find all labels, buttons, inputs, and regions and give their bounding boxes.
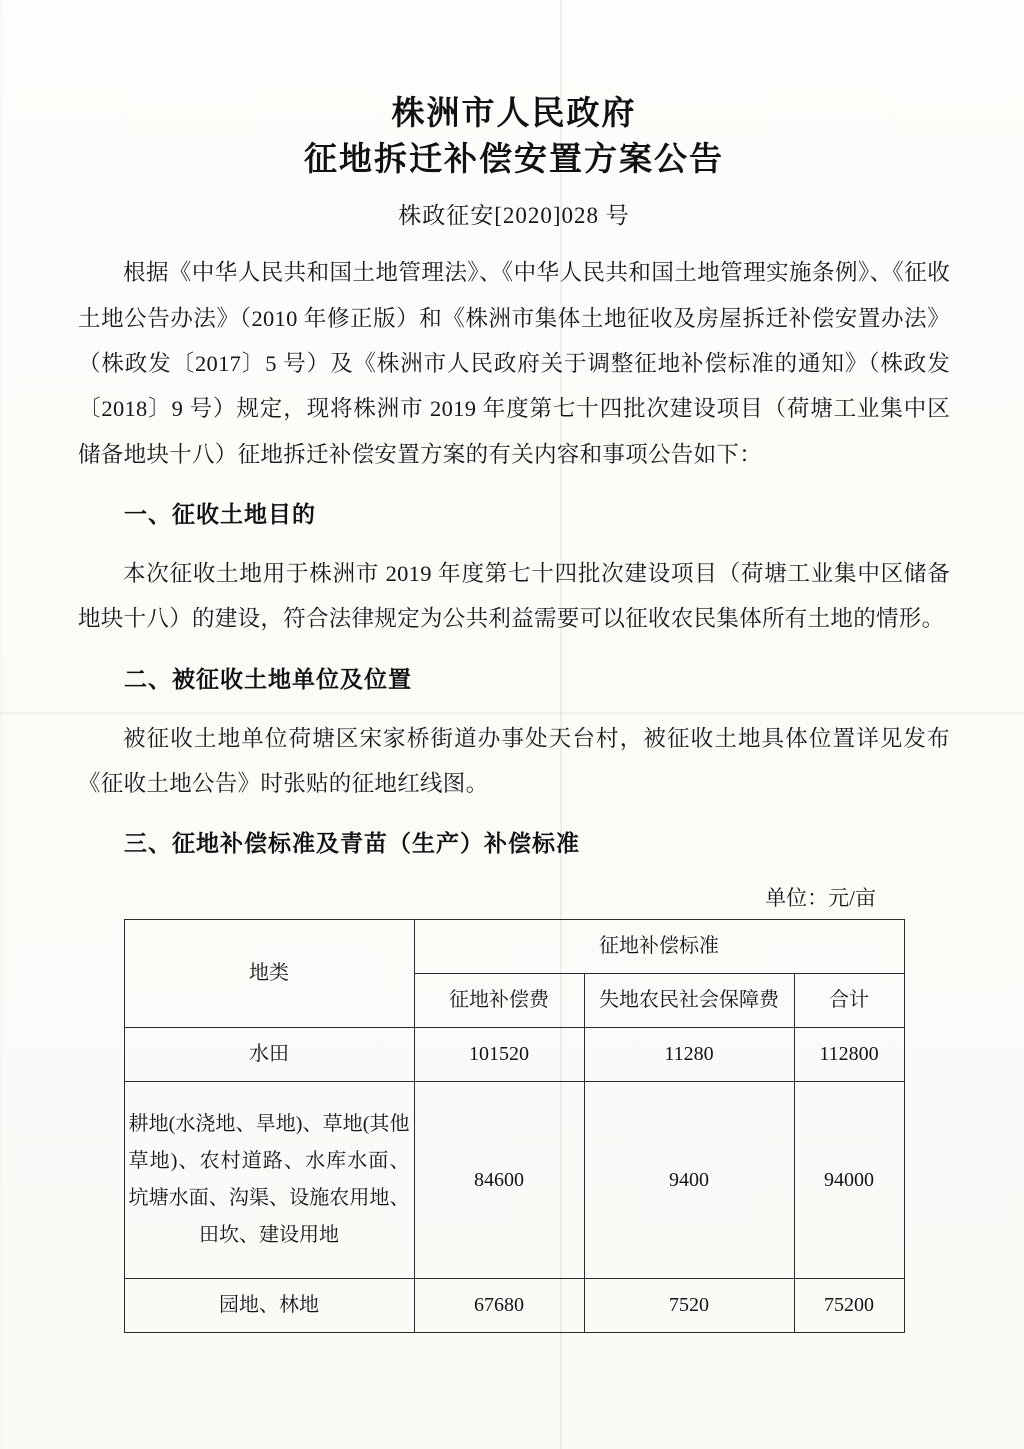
row-social-security: 7520: [584, 1279, 794, 1333]
title-line-2: 征地拆迁补偿安置方案公告: [304, 141, 724, 178]
table-header-social-security: 失地农民社会保障费: [584, 974, 794, 1028]
table-unit-label: 单位：元/亩: [765, 886, 876, 911]
document-number: 株政征安[2020]028 号: [398, 203, 630, 229]
compensation-standards-table: [124, 919, 905, 1333]
row-compensation: 67680: [414, 1279, 584, 1333]
row-social-security: 11280: [584, 1028, 794, 1082]
table-header-row-1: [124, 920, 904, 974]
row-total: 94000: [794, 1082, 904, 1279]
section-body-1: 本次征收土地用于株洲市 2019 年度第七十四批次建设项目（荷塘工业集中区储备地块十八）的建设，符合法律规定为公共利益需要可以征收农民集体所有土地的情形。: [78, 560, 950, 632]
section-heading-1: 一、征收土地目的: [124, 502, 316, 528]
section-heading-2: 二、被征收土地单位及位置: [124, 666, 412, 692]
row-category: 耕地(水浇地、旱地)、草地(其他草地)、农村道路、水库水面、坑塘水面、沟渠、设施农用地、田坎、建设用地: [124, 1082, 414, 1279]
row-category: 水田: [124, 1028, 414, 1082]
page-title: [78, 92, 950, 183]
row-total: 112800: [794, 1028, 904, 1082]
intro-paragraph: 根据《中华人民共和国土地管理法》、《中华人民共和国土地管理实施条例》、《征收土地公告办法》（2010 年修正版）和《株洲市集体土地征收及房屋拆迁补偿安置办法》（株政发〔2017〕5 号）及《株洲市人民政府关于调整征地补偿标准的通知》（株政发〔2018〕9 号）规定，现将株洲市 2019 年度第七十四批次建设项目（荷塘工业集中区储备地块十八）征地拆迁补偿安置方案的有关内容和事项公告如下：: [78, 260, 950, 467]
row-total: 75200: [794, 1279, 904, 1333]
table-header-total: 合计: [794, 974, 904, 1028]
table-header-group: 征地补偿标准: [414, 920, 904, 974]
row-category: 园地、林地: [124, 1279, 414, 1333]
table-header-category: 地类: [124, 920, 414, 1028]
table-row: [124, 1028, 904, 1082]
row-compensation: 101520: [414, 1028, 584, 1082]
row-compensation: 84600: [414, 1082, 584, 1279]
table-row: [124, 1279, 904, 1333]
table-header-compensation: 征地补偿费: [414, 974, 584, 1028]
section-heading-3: 三、征地补偿标准及青苗（生产）补偿标准: [124, 831, 580, 857]
document-content: [78, 92, 950, 1333]
section-body-2: 被征收土地单位荷塘区宋家桥街道办事处天台村，被征收土地具体位置详见发布《征收土地公告》时张贴的征地红线图。: [78, 725, 950, 796]
row-social-security: 9400: [584, 1082, 794, 1279]
title-line-1: 株洲市人民政府: [391, 96, 637, 132]
table-row: [124, 1082, 904, 1279]
